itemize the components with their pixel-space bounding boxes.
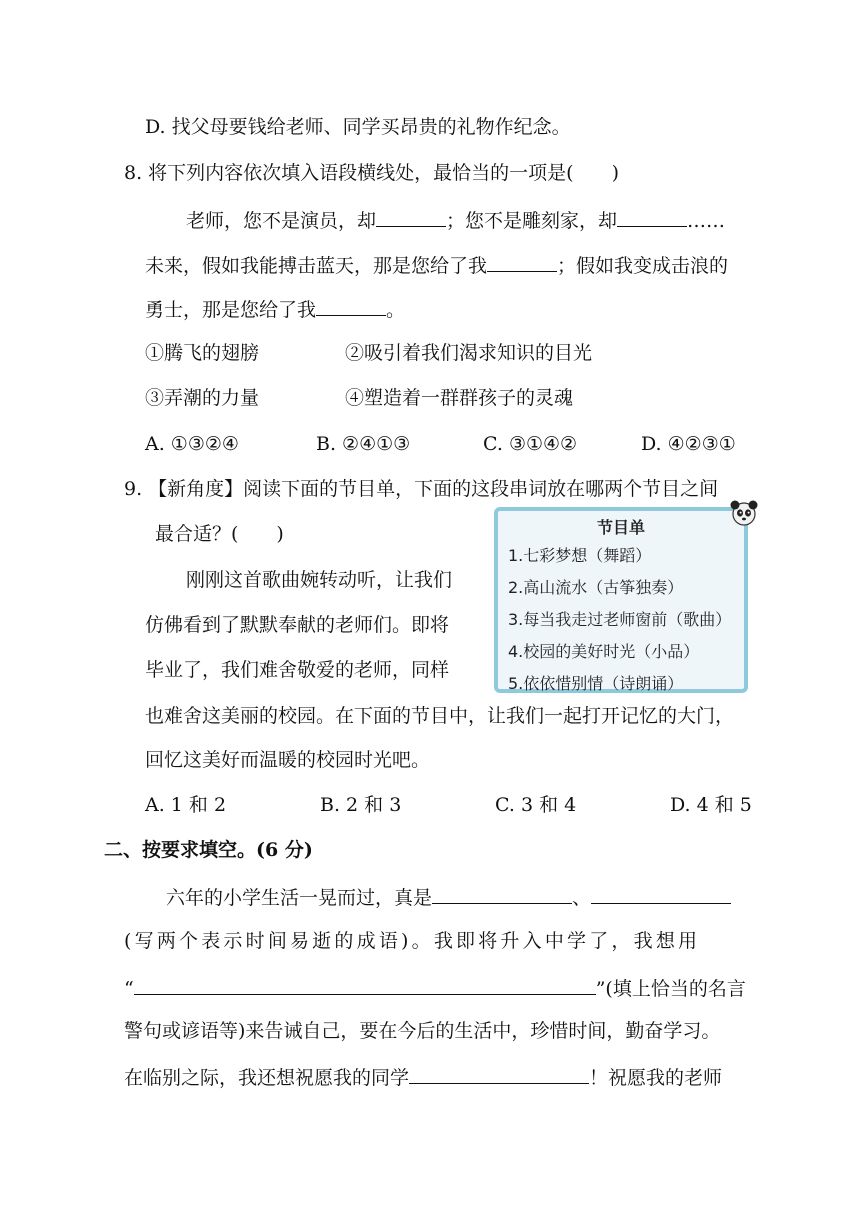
- answer-blank[interactable]: [591, 883, 731, 904]
- section2-line-4: 警句或谚语等)来告诫自己，要在今后的生活中，珍惜时间，勤奋学习。: [124, 1020, 721, 1042]
- q8-passage-text: ；您不是雕刻家，却: [446, 210, 618, 232]
- q8-passage-text: 。: [386, 299, 406, 321]
- programme-item: 1.七彩梦想（舞蹈）: [508, 546, 652, 565]
- q7-option-d: D. 找父母要钱给老师、同学买昂贵的礼物作纪念。: [145, 116, 571, 138]
- q8-item-4: ④塑造着一群群孩子的灵魂: [345, 387, 574, 409]
- q8-item-2: ②吸引着我们渴求知识的目光: [345, 342, 593, 364]
- q9-passage-line: 也难舍这美丽的校园。在下面的节目中，让我们一起打开记忆的大门，: [145, 705, 735, 727]
- section2-text: ！祝愿我的老师: [589, 1067, 723, 1089]
- q8-stem: 8. 将下列内容依次填入语段横线处，最恰当的一项是( ): [124, 162, 619, 184]
- q8-choice-b[interactable]: B. ②④①③: [316, 433, 411, 455]
- programme-title: 节目单: [596, 518, 645, 537]
- q9-choice-d[interactable]: D. 4 和 5: [670, 794, 752, 816]
- q9-stem-continued: 最合适？( ): [155, 523, 284, 545]
- q8-passage-line-3: [145, 295, 405, 323]
- section2-line-3: [124, 974, 746, 1002]
- q8-passage-text: ；假如我变成击浪的: [557, 255, 729, 277]
- answer-blank[interactable]: [316, 295, 386, 316]
- answer-blank[interactable]: [409, 1063, 589, 1084]
- section2-line-1: [166, 883, 731, 911]
- section2-text: ”(填上恰当的名言: [595, 978, 746, 1000]
- answer-blank[interactable]: [134, 974, 596, 995]
- section2-text: 六年的小学生活一晃而过，真是: [166, 887, 433, 909]
- programme-card: [494, 507, 748, 693]
- section2-line-2: (写两个表示时间易逝的成语)。我即将升入中学了，我想用: [124, 930, 701, 952]
- q9-passage-line: 回忆这美好而温暖的校园时光吧。: [145, 749, 431, 771]
- programme-item: 4.校园的美好时光（小品）: [508, 642, 700, 661]
- answer-blank[interactable]: [617, 206, 687, 227]
- q8-passage-text: 勇士，那是您给了我: [145, 299, 317, 321]
- programme-item: 2.高山流水（古筝独奏）: [508, 578, 684, 597]
- answer-blank[interactable]: [376, 206, 446, 227]
- q9-passage-line: 仿佛看到了默默奉献的老师们。即将: [145, 614, 450, 636]
- q8-passage-line-2: [145, 251, 728, 279]
- q8-passage-line-1: [186, 206, 725, 234]
- answer-blank[interactable]: [432, 883, 572, 904]
- programme-item: 3.每当我走过老师窗前（歌曲）: [508, 610, 732, 629]
- answer-blank[interactable]: [487, 251, 557, 272]
- q8-choice-c[interactable]: C. ③①④②: [483, 433, 578, 455]
- section2-text: 、: [572, 887, 592, 909]
- q8-choice-a[interactable]: A. ①③②④: [145, 433, 239, 455]
- section2-line-5: [124, 1063, 722, 1091]
- q8-item-1: ①腾飞的翅膀: [145, 342, 260, 364]
- q8-passage-text: 未来，假如我能搏击蓝天，那是您给了我: [145, 255, 488, 277]
- section2-text: 在临别之际，我还想祝愿我的同学: [124, 1067, 410, 1089]
- q8-passage-text: ……: [687, 210, 726, 232]
- q9-choice-c[interactable]: C. 3 和 4: [495, 794, 577, 816]
- programme-item: 5.依依惜别情（诗朗诵）: [508, 674, 684, 693]
- q9-stem: 9. 【新角度】阅读下面的节目单，下面的这段串词放在哪两个节目之间: [124, 478, 719, 500]
- q8-passage-text: 老师，您不是演员，却: [186, 210, 377, 232]
- q9-passage-line: 刚刚这首歌曲婉转动听，让我们: [186, 569, 453, 591]
- q8-item-3: ③弄潮的力量: [145, 387, 260, 409]
- panda-icon: [728, 498, 760, 528]
- q9-choice-b[interactable]: B. 2 和 3: [320, 794, 402, 816]
- section-heading: 二、按要求填空。(6 分): [104, 839, 313, 861]
- q9-passage-line: 毕业了，我们难舍敬爱的老师，同样: [145, 659, 450, 681]
- q9-choice-a[interactable]: A. 1 和 2: [145, 794, 227, 816]
- section2-text: “: [124, 978, 134, 1000]
- q8-choice-d[interactable]: D. ④②③①: [641, 433, 736, 455]
